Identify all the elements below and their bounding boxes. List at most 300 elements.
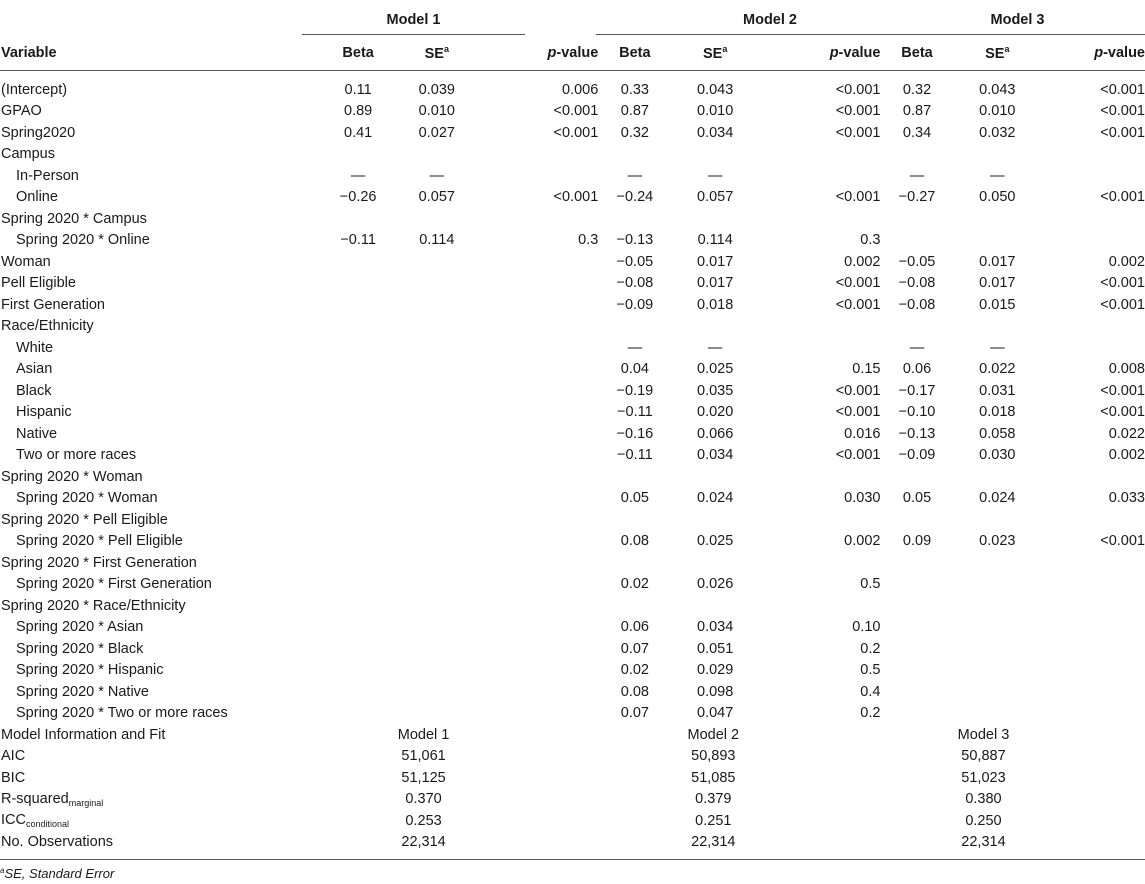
row-label: Native bbox=[16, 425, 58, 442]
table-cell: 0.5 bbox=[860, 662, 881, 679]
table-cell: −0.08 bbox=[898, 275, 936, 292]
column-header-row bbox=[0, 36, 1145, 71]
table-cell bbox=[884, 574, 949, 596]
table-cell bbox=[483, 316, 602, 338]
table-cell: −0.26 bbox=[339, 189, 377, 206]
table-cell bbox=[950, 509, 1046, 531]
table-cell bbox=[1045, 552, 1145, 574]
table-cell bbox=[391, 359, 483, 381]
table-cell bbox=[602, 316, 667, 338]
table-cell bbox=[391, 402, 483, 424]
table-cell bbox=[326, 466, 391, 488]
table-cell bbox=[763, 466, 885, 488]
table-cell bbox=[602, 509, 667, 531]
table-cell: −0.17 bbox=[898, 382, 936, 399]
table-cell: 0.098 bbox=[697, 683, 734, 700]
table-row bbox=[0, 316, 1145, 338]
table-cell: <0.001 bbox=[835, 447, 881, 464]
fit-value: 0.250 bbox=[965, 812, 1002, 829]
table-cell: −0.11 bbox=[340, 232, 376, 249]
table-cell: — bbox=[990, 339, 1005, 356]
table-cell bbox=[950, 681, 1046, 703]
table-cell bbox=[884, 552, 949, 574]
row-label: Woman bbox=[1, 253, 51, 270]
table-cell bbox=[763, 316, 885, 338]
table-cell: −0.08 bbox=[616, 275, 654, 292]
table-cell: 0.043 bbox=[979, 81, 1016, 98]
table-cell bbox=[326, 423, 391, 445]
row-label: Spring 2020 * Two or more races bbox=[16, 705, 228, 722]
table-cell: 0.018 bbox=[979, 404, 1016, 421]
table-cell bbox=[391, 574, 483, 596]
table-cell bbox=[1045, 208, 1145, 230]
table-row bbox=[0, 71, 1145, 101]
table-cell: 0.02 bbox=[620, 576, 649, 593]
table-cell bbox=[391, 552, 483, 574]
fit-value: 51,023 bbox=[961, 769, 1006, 786]
table-cell: <0.001 bbox=[835, 189, 881, 206]
table-cell: <0.001 bbox=[1100, 533, 1145, 550]
table-cell bbox=[884, 509, 949, 531]
table-row bbox=[0, 660, 1145, 682]
table-cell: 0.07 bbox=[620, 640, 649, 657]
beta-header-m1: Beta bbox=[342, 45, 374, 61]
table-cell bbox=[326, 638, 391, 660]
table-cell bbox=[391, 294, 483, 316]
table-cell bbox=[483, 574, 602, 596]
fit-value: 0.253 bbox=[405, 812, 442, 829]
table-cell: 0.87 bbox=[620, 103, 649, 120]
table-cell: <0.001 bbox=[835, 81, 881, 98]
table-cell bbox=[326, 445, 391, 467]
table-cell: — bbox=[707, 339, 723, 356]
table-cell: 0.017 bbox=[979, 253, 1016, 270]
table-cell: <0.001 bbox=[835, 296, 881, 313]
table-cell: 0.017 bbox=[697, 253, 734, 270]
table-cell: 0.07 bbox=[620, 705, 649, 722]
table-cell: 0.058 bbox=[979, 425, 1016, 442]
table-cell bbox=[884, 144, 949, 166]
table-footnote: $^a$SE, Standard Error bbox=[0, 866, 115, 881]
table-cell: 0.006 bbox=[562, 81, 599, 98]
table-cell: <0.001 bbox=[835, 382, 881, 399]
table-row bbox=[0, 488, 1145, 510]
beta-header-m3: Beta bbox=[901, 45, 933, 61]
table-cell: 0.89 bbox=[344, 103, 373, 120]
table-cell bbox=[1045, 316, 1145, 338]
table-cell: 0.008 bbox=[1108, 361, 1145, 378]
row-label: Spring 2020 * Online bbox=[16, 232, 150, 249]
table-cell bbox=[602, 595, 667, 617]
p-header-m3: p-value bbox=[1094, 45, 1145, 61]
table-cell bbox=[483, 681, 602, 703]
fit-value: 50,893 bbox=[691, 748, 736, 765]
row-label: Online bbox=[16, 189, 58, 206]
table-cell: 0.4 bbox=[860, 683, 881, 700]
table-cell: −0.05 bbox=[898, 253, 936, 270]
table-cell bbox=[391, 251, 483, 273]
table-cell bbox=[667, 316, 763, 338]
table-cell: 0.06 bbox=[620, 619, 649, 636]
table-row bbox=[0, 230, 1145, 252]
fit-row bbox=[0, 810, 1145, 832]
fit-value: 22,314 bbox=[691, 834, 736, 851]
table-cell: 0.002 bbox=[844, 253, 881, 270]
table-cell bbox=[483, 445, 602, 467]
table-cell: 0.043 bbox=[697, 81, 734, 98]
table-row bbox=[0, 574, 1145, 596]
table-cell: 0.050 bbox=[979, 189, 1016, 206]
table-row bbox=[0, 273, 1145, 295]
group-header-model-1: Model 1 bbox=[255, 0, 525, 36]
table-cell: 0.3 bbox=[578, 232, 599, 249]
table-cell: 0.3 bbox=[860, 232, 881, 249]
table-cell: — bbox=[707, 167, 723, 184]
table-cell: 0.08 bbox=[620, 533, 649, 550]
table-cell: 0.002 bbox=[844, 533, 881, 550]
table-cell bbox=[483, 251, 602, 273]
table-cell bbox=[483, 273, 602, 295]
table-cell: 0.030 bbox=[979, 447, 1016, 464]
table-cell: 0.10 bbox=[852, 619, 881, 636]
table-cell bbox=[884, 208, 949, 230]
table-cell: — bbox=[429, 167, 445, 184]
table-row bbox=[0, 380, 1145, 402]
table-cell: 0.41 bbox=[344, 124, 373, 141]
row-label: Spring 2020 * First Generation bbox=[1, 554, 197, 571]
row-label: GPAO bbox=[1, 103, 42, 120]
table-cell bbox=[391, 273, 483, 295]
fit-value: Model 2 bbox=[687, 726, 740, 743]
table-cell: <0.001 bbox=[835, 103, 881, 120]
table-cell: 0.025 bbox=[697, 361, 734, 378]
table-cell bbox=[326, 402, 391, 424]
table-cell bbox=[483, 488, 602, 510]
table-cell bbox=[884, 638, 949, 660]
table-cell bbox=[391, 423, 483, 445]
table-cell bbox=[950, 574, 1046, 596]
table-cell bbox=[950, 466, 1046, 488]
fit-value: 0.370 bbox=[405, 791, 442, 808]
table-cell: −0.10 bbox=[898, 404, 936, 421]
table-cell: 0.002 bbox=[1108, 447, 1145, 464]
table-cell bbox=[667, 552, 763, 574]
fit-row bbox=[0, 767, 1145, 789]
table-cell bbox=[391, 380, 483, 402]
group-header-model-2: Model 2 bbox=[601, 0, 865, 36]
table-row bbox=[0, 251, 1145, 273]
regression-table bbox=[0, 0, 1145, 36]
row-label: (Intercept) bbox=[1, 81, 68, 98]
table-cell bbox=[763, 165, 885, 187]
table-cell: 0.08 bbox=[620, 683, 649, 700]
table-cell bbox=[602, 208, 667, 230]
table-cell bbox=[391, 466, 483, 488]
table-cell bbox=[884, 595, 949, 617]
fit-value: 50,887 bbox=[961, 748, 1006, 765]
table-cell bbox=[1045, 466, 1145, 488]
table-cell: 0.5 bbox=[860, 576, 881, 593]
table-cell: <0.001 bbox=[835, 124, 881, 141]
table-row bbox=[0, 208, 1145, 230]
row-label: Spring 2020 * Black bbox=[16, 640, 144, 657]
table-row bbox=[0, 101, 1145, 123]
table-cell bbox=[602, 552, 667, 574]
table-cell bbox=[391, 337, 483, 359]
table-cell bbox=[602, 144, 667, 166]
table-cell bbox=[1045, 638, 1145, 660]
fit-value: Model 1 bbox=[397, 726, 450, 743]
table-cell bbox=[483, 380, 602, 402]
table-row bbox=[0, 703, 1145, 725]
row-label: Spring 2020 * Pell Eligible bbox=[1, 511, 168, 528]
table-cell bbox=[602, 466, 667, 488]
row-label: Race/Ethnicity bbox=[1, 318, 94, 335]
se-header-m2: $SE^a$ bbox=[702, 44, 728, 62]
table-cell: 0.025 bbox=[697, 533, 734, 550]
table-cell bbox=[667, 144, 763, 166]
table-cell: <0.001 bbox=[1100, 189, 1145, 206]
table-cell: 0.06 bbox=[902, 361, 932, 378]
table-cell: 0.057 bbox=[697, 189, 734, 206]
table-cell bbox=[763, 208, 885, 230]
table-cell: 0.002 bbox=[1108, 253, 1145, 270]
row-label: Hispanic bbox=[16, 404, 72, 421]
row-label: Campus bbox=[1, 146, 55, 163]
table-cell bbox=[483, 531, 602, 553]
table-cell bbox=[391, 595, 483, 617]
table-cell bbox=[950, 208, 1046, 230]
table-row bbox=[0, 187, 1145, 209]
table-cell bbox=[326, 488, 391, 510]
table-cell: — bbox=[909, 339, 925, 356]
table-cell: −0.24 bbox=[616, 189, 654, 206]
fit-label: Model Information and Fit bbox=[1, 726, 166, 743]
table-cell: 0.87 bbox=[902, 103, 932, 120]
row-label: Spring 2020 * Hispanic bbox=[16, 662, 164, 679]
table-cell bbox=[391, 208, 483, 230]
table-cell bbox=[884, 466, 949, 488]
table-cell bbox=[950, 316, 1046, 338]
row-label: Spring 2020 * Race/Ethnicity bbox=[1, 597, 186, 614]
table-cell: <0.001 bbox=[1100, 275, 1145, 292]
table-cell bbox=[391, 445, 483, 467]
table-cell: 0.023 bbox=[979, 533, 1016, 550]
table-cell bbox=[326, 660, 391, 682]
fit-value: 51,125 bbox=[401, 769, 446, 786]
table-cell bbox=[326, 380, 391, 402]
table-cell bbox=[763, 337, 885, 359]
table-cell bbox=[483, 165, 602, 187]
se-header-m3: $SE^a$ bbox=[985, 44, 1010, 62]
table-cell bbox=[763, 552, 885, 574]
table-cell bbox=[1045, 144, 1145, 166]
table-cell bbox=[950, 638, 1046, 660]
table-cell: −0.19 bbox=[616, 382, 654, 399]
table-cell: 0.035 bbox=[697, 382, 734, 399]
table-cell: 0.032 bbox=[979, 124, 1016, 141]
table-cell: 0.015 bbox=[979, 296, 1016, 313]
row-label: Black bbox=[16, 382, 52, 399]
fit-value: 0.251 bbox=[695, 812, 732, 829]
row-label: Spring 2020 * First Generation bbox=[16, 576, 212, 593]
table-cell bbox=[483, 208, 602, 230]
fit-value: 22,314 bbox=[401, 834, 446, 851]
table-cell bbox=[667, 595, 763, 617]
table-cell bbox=[391, 531, 483, 553]
table-cell: 0.034 bbox=[697, 447, 734, 464]
table-cell: −0.16 bbox=[616, 425, 654, 442]
table-cell bbox=[763, 509, 885, 531]
table-cell bbox=[950, 617, 1046, 639]
table-cell bbox=[1045, 660, 1145, 682]
se-header-m1: $SE^a$ bbox=[424, 44, 449, 62]
table-row bbox=[0, 144, 1145, 166]
table-cell bbox=[326, 552, 391, 574]
table-cell: 0.05 bbox=[902, 490, 932, 507]
table-row bbox=[0, 423, 1145, 445]
table-cell: 0.04 bbox=[620, 361, 649, 378]
table-cell bbox=[884, 681, 949, 703]
table-cell bbox=[884, 230, 949, 252]
table-cell: <0.001 bbox=[1100, 103, 1145, 120]
fit-value: 51,061 bbox=[401, 748, 446, 765]
fit-row bbox=[0, 746, 1145, 768]
table-cell bbox=[483, 638, 602, 660]
table-cell: 0.33 bbox=[620, 81, 649, 98]
table-cell bbox=[763, 595, 885, 617]
table-cell: 0.09 bbox=[902, 533, 932, 550]
table-cell bbox=[950, 144, 1046, 166]
table-cell bbox=[1045, 230, 1145, 252]
table-cell: 0.022 bbox=[1108, 425, 1145, 442]
fit-value: 22,314 bbox=[961, 834, 1006, 851]
table-cell: 0.033 bbox=[1108, 490, 1145, 507]
table-cell: 0.034 bbox=[697, 619, 734, 636]
table-cell bbox=[326, 703, 391, 725]
table-cell bbox=[326, 531, 391, 553]
table-cell bbox=[483, 466, 602, 488]
table-cell: — bbox=[909, 167, 925, 184]
table-cell bbox=[391, 316, 483, 338]
table-cell: 0.2 bbox=[860, 640, 881, 657]
table-cell: 0.018 bbox=[697, 296, 734, 313]
table-cell: 0.030 bbox=[844, 490, 881, 507]
row-label: Spring 2020 * Pell Eligible bbox=[16, 533, 183, 550]
fit-value: Model 3 bbox=[957, 726, 1010, 743]
row-label: Spring2020 bbox=[1, 124, 76, 141]
table-cell bbox=[483, 144, 602, 166]
table-cell bbox=[884, 617, 949, 639]
table-cell: −0.13 bbox=[898, 425, 936, 442]
table-cell: <0.001 bbox=[1100, 81, 1145, 98]
table-cell: 0.034 bbox=[697, 124, 734, 141]
fit-label: R-squared$_{marginal}$ bbox=[1, 790, 104, 808]
table-cell bbox=[884, 703, 949, 725]
p-header-m1: p-value bbox=[547, 45, 599, 61]
fit-value: 51,085 bbox=[691, 769, 736, 786]
row-label: Two or more races bbox=[16, 447, 137, 464]
table-cell bbox=[391, 638, 483, 660]
table-cell: 0.34 bbox=[902, 124, 932, 141]
table-cell bbox=[1045, 703, 1145, 725]
table-cell: −0.08 bbox=[898, 296, 936, 313]
row-label: Spring 2020 * Native bbox=[16, 683, 149, 700]
table-cell: <0.001 bbox=[553, 124, 599, 141]
table-cell bbox=[483, 617, 602, 639]
fit-value: 0.379 bbox=[695, 791, 732, 808]
table-cell bbox=[950, 595, 1046, 617]
table-cell bbox=[391, 509, 483, 531]
table-cell: 0.026 bbox=[697, 576, 734, 593]
table-cell: 0.2 bbox=[860, 705, 881, 722]
table-cell bbox=[483, 509, 602, 531]
table-cell: 0.057 bbox=[418, 189, 455, 206]
table-cell bbox=[483, 337, 602, 359]
table-cell bbox=[326, 617, 391, 639]
table-row bbox=[0, 638, 1145, 660]
table-cell bbox=[483, 294, 602, 316]
table-cell: −0.09 bbox=[898, 447, 936, 464]
table-row bbox=[0, 337, 1145, 359]
table-cell: 0.010 bbox=[979, 103, 1016, 120]
table-header bbox=[0, 0, 1145, 36]
table-cell: 0.114 bbox=[697, 232, 733, 249]
table-cell: <0.001 bbox=[1100, 124, 1145, 141]
table-cell bbox=[326, 359, 391, 381]
table-row bbox=[0, 531, 1145, 553]
table-cell bbox=[326, 294, 391, 316]
row-label: Pell Eligible bbox=[1, 275, 76, 292]
table-cell bbox=[884, 316, 949, 338]
table-cell bbox=[391, 703, 483, 725]
table-cell bbox=[763, 144, 885, 166]
table-cell bbox=[483, 402, 602, 424]
p-header-m2: p-value bbox=[829, 45, 881, 61]
table-cell bbox=[667, 466, 763, 488]
table-row bbox=[0, 509, 1145, 531]
table-cell bbox=[1045, 681, 1145, 703]
table-row bbox=[0, 617, 1145, 639]
variable-header: Variable bbox=[1, 45, 57, 61]
table-cell bbox=[1045, 165, 1145, 187]
table-cell: 0.051 bbox=[697, 640, 734, 657]
table-row bbox=[0, 445, 1145, 467]
table-cell: <0.001 bbox=[835, 275, 881, 292]
fit-row bbox=[0, 724, 1145, 746]
table-cell bbox=[950, 660, 1046, 682]
table-cell bbox=[483, 660, 602, 682]
table-cell: 0.024 bbox=[979, 490, 1016, 507]
table-cell: −0.13 bbox=[616, 232, 654, 249]
table-cell: <0.001 bbox=[835, 404, 881, 421]
table-cell: 0.05 bbox=[620, 490, 649, 507]
row-label: Spring 2020 * Campus bbox=[1, 210, 147, 227]
table-cell: 0.039 bbox=[418, 81, 455, 98]
table-row bbox=[0, 402, 1145, 424]
fit-label: $ICC_{conditional}$ bbox=[1, 812, 70, 830]
table-cell: 0.024 bbox=[697, 490, 734, 507]
table-cell bbox=[1045, 574, 1145, 596]
model-fit-rows bbox=[0, 724, 1145, 860]
table-cell bbox=[326, 337, 391, 359]
row-label: White bbox=[16, 339, 54, 356]
table-cell: 0.32 bbox=[620, 124, 649, 141]
table-row bbox=[0, 122, 1145, 144]
table-cell: <0.001 bbox=[553, 103, 599, 120]
table-cell: −0.11 bbox=[617, 404, 653, 421]
table-cell: 0.016 bbox=[844, 425, 881, 442]
